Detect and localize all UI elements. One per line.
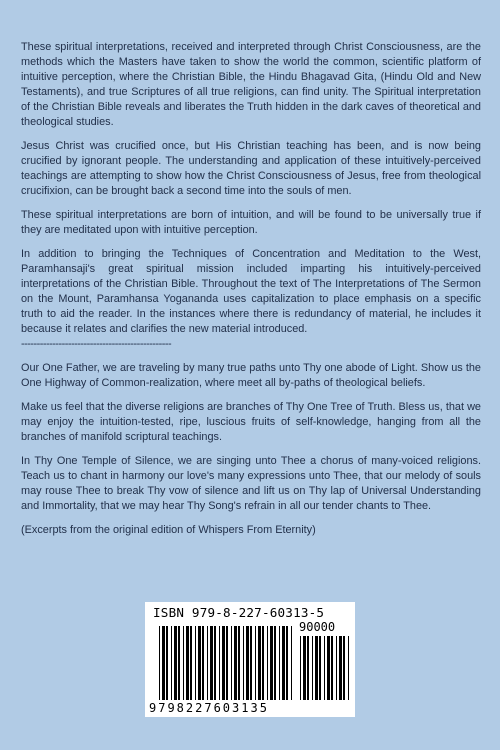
prayer-paragraph-temple: In Thy One Temple of Silence, we are singing unto Thee a chorus of many-voiced religions. Teach us to chant in harmony our love's many expressions unto Thee, that our melody of souls may rouse Thee to break Thy vow of silence and lift us on Thy lap of Universal Understanding and Immortality, that we may hear Thy Song's refrain in all our tender chants to Thee. [21, 455, 481, 512]
isbn-label: ISBN 979-8-227-60313-5 [153, 605, 325, 620]
price-code: 90000 [299, 620, 336, 634]
barcode-digits: 9798227603135 [149, 701, 269, 715]
prayer-paragraph-tree: Make us feel that the diverse religions are branches of Thy One Tree of Truth. Bless us, that we may enjoy the intuition-tested, ripe, luscious fruits of self-knowledge, hanging from all the branches of manifold scriptural teachings. [21, 401, 481, 443]
prayer-paragraph-father: Our One Father, we are traveling by many true paths unto Thy one abode of Light. Show us the One Highway of Common-realization, where meet all by-paths of theological beliefs. [21, 362, 481, 389]
paragraph-intuition: These spiritual interpretations are born of intuition, and will be found to be universally true if they are meditated upon with intuitive perception. [21, 209, 481, 236]
text-divider: ------------------------------------------------ [21, 338, 172, 350]
paragraph-crucified: Jesus Christ was crucified once, but His Christian teaching has been, and is now being crucified by ignorant people. The understanding and application of these intuitively-perceived teachings are attempting to show how the Christ Consciousness of Jesus, free from theological crucifixion, can be brought back a second time into the souls of men. [21, 140, 481, 197]
barcode-bars [145, 602, 355, 717]
back-cover-text [21, 40, 481, 547]
paragraph-mission: In addition to bringing the Techniques of Concentration and Meditation to the West, Paramhansaji's great spiritual mission included imparting his intuitively-perceived interpretations of the Christian Bible. Throughout the text of The Interpretations of The Sermon on the Mount, Paramhansa Yogananda uses capitalization to place emphasis on a specific truth to aid the reader. In the instances where there is redundancy of material, he includes it because it relates and clarifies the new material introduced. [21, 248, 481, 335]
paragraph-interpretations: These spiritual interpretations, received and interpreted through Christ Consciousness, are the methods which the Masters have taken to show the world the common, scientific platform of intuitive perception, where the Christian Bible, the Hindu Bhagavad Gita, (Hindu Old and New Testaments), and true Scriptures of all true religions, can find unity. The Spiritual interpretation of the Christian Bible reveals and liberates the Truth hidden in the dark caves of theoretical and theological studies. [21, 41, 481, 128]
excerpt-credit: (Excerpts from the original edition of Whispers From Eternity) [21, 524, 316, 536]
isbn-barcode [145, 602, 355, 717]
